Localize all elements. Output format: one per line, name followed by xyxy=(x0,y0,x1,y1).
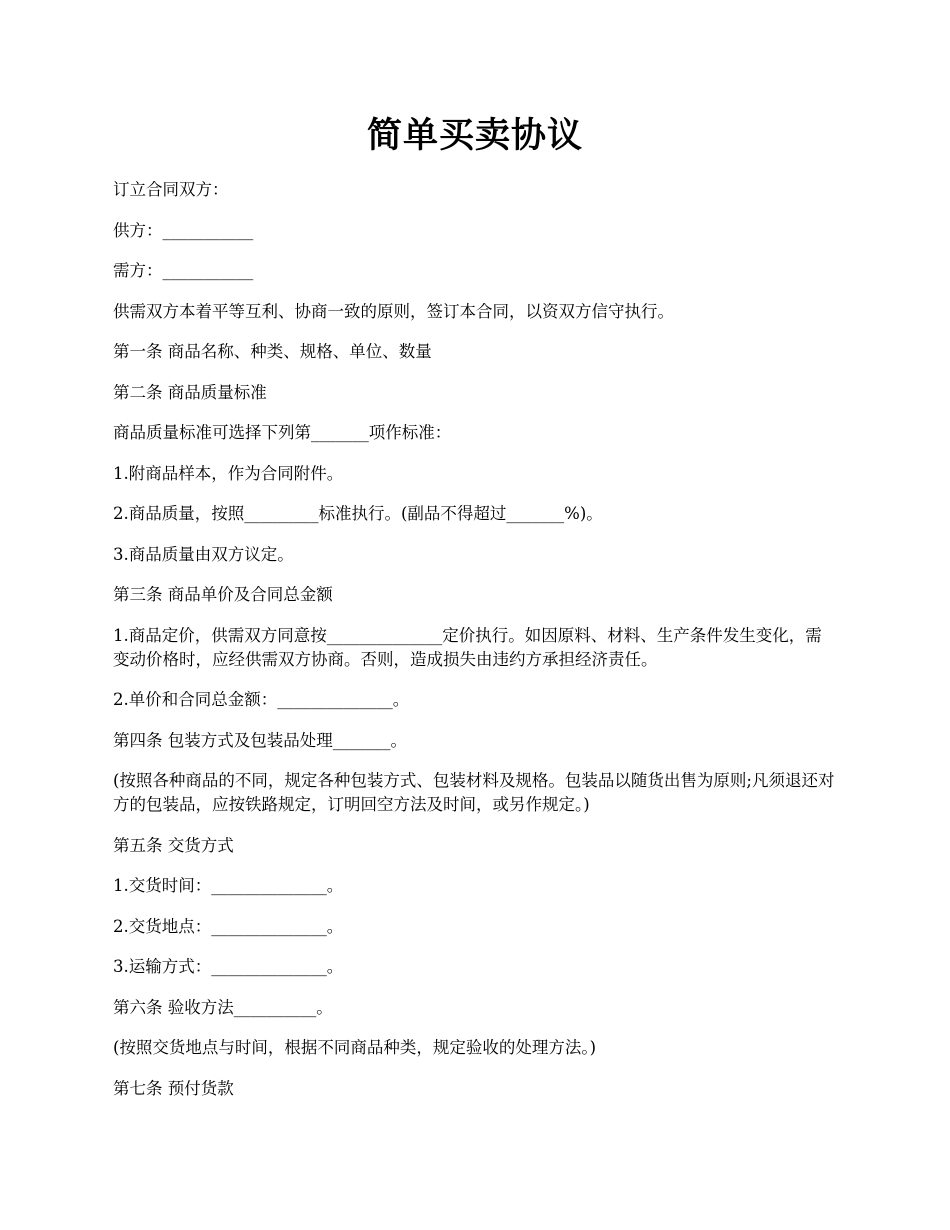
article-6-heading: 第六条 验收方法__________。 xyxy=(113,997,333,1017)
paragraph-quality-item-1: 1.附商品样本，作为合同附件。 xyxy=(113,463,344,483)
article-2-heading: 第二条 商品质量标准 xyxy=(113,382,267,402)
article-4-heading: 第四条 包装方式及包装品处理_______。 xyxy=(113,730,407,750)
document-body xyxy=(113,178,837,1117)
paragraph-packaging-note: (按照各种商品的不同，规定各种包装方式、包装材料及规格。包装品以随货出售为原则;凡须退还对方的包装品，应按铁路规定，订明回空方法及时间，或另作规定。) xyxy=(113,771,835,814)
paragraph-quality-options: 商品质量标准可选择下列第_______项作标准： xyxy=(113,423,452,442)
paragraph-supplier: 供方：___________ xyxy=(113,220,254,240)
article-7-heading: 第七条 预付货款 xyxy=(113,1078,234,1098)
paragraph-transport-method: 3.运输方式：______________。 xyxy=(113,957,344,976)
article-3-heading: 第三条 商品单价及合同总金额 xyxy=(113,585,333,604)
paragraph-delivery-time: 1.交货时间：______________。 xyxy=(113,876,344,895)
paragraph-delivery-place: 2.交货地点：______________。 xyxy=(113,916,344,936)
paragraph-inspection-note: (按照交货地点与时间，根据不同商品种类，规定验收的处理方法。) xyxy=(113,1038,597,1057)
document-title: 简单买卖协议 xyxy=(366,115,583,156)
paragraph-pricing-2: 2.单价和合同总金额：______________。 xyxy=(113,690,410,709)
article-1-heading: 第一条 商品名称、种类、规格、单位、数量 xyxy=(113,342,432,361)
paragraph-buyer: 需方：___________ xyxy=(113,261,254,280)
paragraph-principle: 供需双方本着平等互利、协商一致的原则，签订本合同，以资双方信守执行。 xyxy=(113,301,674,321)
paragraph-parties-intro: 订立合同双方： xyxy=(113,180,229,199)
paragraph-quality-item-2: 2.商品质量，按照_________标准执行。(副品不得超过_______%)。 xyxy=(113,504,603,523)
paragraph-pricing-1: 1.商品定价，供需双方同意按______________定价执行。如因原料、材料、生产条件发生变化，需变动价格时，应经供需双方协商。否则，造成损失由违约方承担经济责任。 xyxy=(113,625,822,669)
paragraph-quality-item-3: 3.商品质量由双方议定。 xyxy=(113,544,294,564)
article-5-heading: 第五条 交货方式 xyxy=(113,835,234,855)
